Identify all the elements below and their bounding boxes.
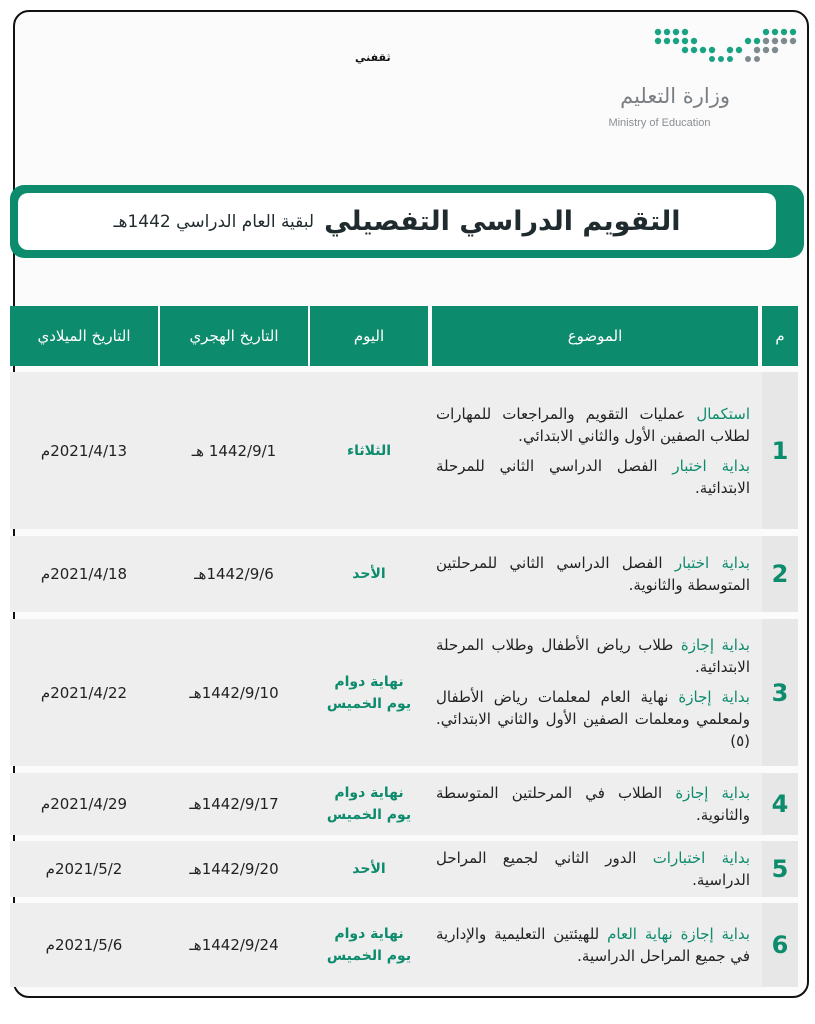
- subject-paragraph: [436, 782, 750, 826]
- row-gregorian-date: 2021/5/6م: [45, 936, 123, 954]
- subject-paragraph: [436, 686, 750, 752]
- row-gregorian-date: 2021/4/22م: [40, 683, 128, 702]
- subject-paragraph: [436, 634, 750, 678]
- row-subject: [432, 619, 758, 766]
- ministry-name-english: Ministry of Education: [608, 117, 711, 129]
- subject-text: الفصل الدراسي الثاني للمرحلتين المتوسطة والثانوية.: [436, 554, 750, 594]
- subject-text: للهيئتين التعليمية والإدارية في جميع المراحل الدراسية.: [436, 925, 750, 965]
- row-hijri-date: 1442/9/1 هـ: [191, 441, 277, 460]
- subject-text: الفصل الدراسي الثاني للمرحلة الابتدائية.: [436, 456, 750, 497]
- row-subject: [432, 536, 758, 612]
- row-number: 1: [762, 372, 798, 529]
- day-text: نهاية دوام: [334, 926, 404, 942]
- subject-text: طلاب رياض الأطفال وطلاب المرحلة الابتدائية.: [436, 635, 750, 676]
- row-subject: [432, 372, 758, 529]
- day-text: نهاية دوام: [334, 673, 404, 690]
- subject-paragraph: [436, 552, 750, 596]
- row-number: 6: [762, 903, 798, 987]
- row-number: 2: [762, 536, 798, 612]
- subject-paragraph: [436, 403, 750, 447]
- title-banner-inner: [18, 193, 776, 250]
- subject-paragraph: [436, 847, 750, 891]
- subject-keyword: بداية اختبارات: [652, 849, 751, 867]
- row-number: 4: [762, 773, 798, 835]
- row-subject: [432, 841, 758, 897]
- row-number: 3: [762, 619, 798, 766]
- row-day: [310, 536, 428, 612]
- row-gregorian-date: 2021/5/2م: [45, 860, 123, 878]
- subject-keyword: بداية إجازة: [678, 687, 750, 706]
- row-hijri-date: 1442/9/24هـ: [189, 936, 279, 954]
- row-day: [310, 903, 428, 987]
- row-gregorian-date: 2021/4/18م: [40, 565, 128, 583]
- row-hijri-date: 1442/9/20هـ: [189, 860, 279, 878]
- subject-keyword: استكمال: [696, 404, 750, 423]
- subject-paragraph: [436, 455, 750, 499]
- subject-paragraph: [436, 923, 750, 967]
- title-banner: [10, 185, 804, 258]
- page-title: التقويم الدراسي التفصيلي: [324, 206, 681, 237]
- subject-keyword: بداية اختبار: [672, 456, 750, 475]
- day-text: الأحد: [352, 566, 386, 582]
- day-text: يوم الخميس: [326, 807, 412, 823]
- page-subtitle: لبقية العام الدراسي 1442هـ: [113, 211, 315, 232]
- header-hijri-date: التاريخ الهجري: [160, 306, 308, 366]
- row-day: [310, 841, 428, 897]
- header-subject: الموضوع: [432, 306, 758, 366]
- day-text: يوم الخميس: [326, 695, 412, 712]
- row-hijri-date: 1442/9/17هـ: [189, 795, 279, 813]
- header-num: م: [762, 306, 798, 366]
- row-day: [310, 372, 428, 529]
- row-number: 5: [762, 841, 798, 897]
- subject-keyword: بداية اختبار: [674, 554, 750, 572]
- subject-text: الطلاب في المرحلتين المتوسطة والثانوية.: [436, 784, 750, 824]
- day-text: الثلاثاء: [346, 442, 392, 459]
- row-gregorian-date: 2021/4/29م: [40, 795, 128, 813]
- subject-text: نهاية العام لمعلمات رياض الأطفال ولمعلمي ومعلمات الصفين الأول والثاني الابتدائي.(٥): [436, 687, 750, 750]
- header-day: اليوم: [310, 306, 428, 366]
- row-hijri-date: 1442/9/6هـ: [194, 565, 274, 583]
- day-text: يوم الخميس: [326, 948, 412, 964]
- subject-text: عمليات التقويم والمراجعات للمهارات لطلاب الصفين الأول والثاني الابتدائي.: [436, 404, 750, 445]
- row-gregorian-date: 2021/4/13م: [40, 441, 128, 460]
- subject-keyword: بداية إجازة: [680, 635, 750, 654]
- header-gregorian-date: التاريخ الميلادي: [10, 306, 158, 366]
- day-text: نهاية دوام: [334, 785, 404, 801]
- ministry-dots-logo-icon: [652, 26, 802, 62]
- subject-keyword: بداية إجازة: [675, 784, 750, 802]
- subject-text: الدور الثاني لجميع المراحل الدراسية.: [436, 849, 750, 889]
- ministry-name-arabic: وزارة التعليم: [620, 84, 730, 108]
- row-hijri-date: 1442/9/10هـ: [189, 683, 279, 702]
- row-day: [310, 773, 428, 835]
- row-subject: [432, 903, 758, 987]
- watermark-text: ثقفني: [355, 51, 391, 64]
- row-day: [310, 619, 428, 766]
- day-text: الأحد: [352, 861, 386, 877]
- row-subject: [432, 773, 758, 835]
- subject-keyword: بداية إجازة نهاية العام: [607, 925, 750, 943]
